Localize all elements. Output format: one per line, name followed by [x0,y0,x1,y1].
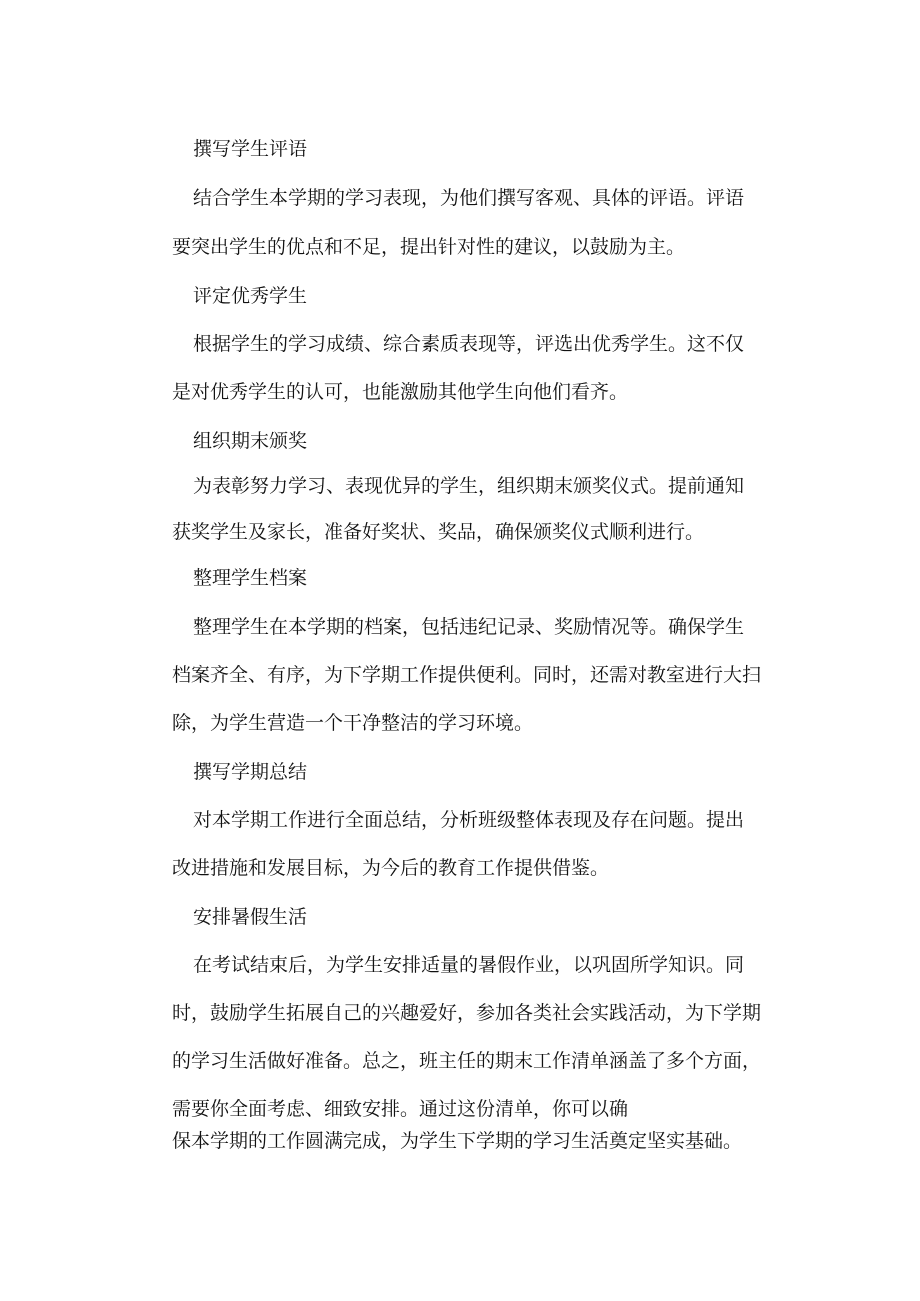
paragraph-line: 档案齐全、有序，为下学期工作提供便利。同时，还需对教室进行大扫 [172,664,762,686]
section-heading: 评定优秀学生 [193,285,308,307]
section-heading: 安排暑假生活 [193,906,308,928]
paragraph-line: 保本学期的工作圆满完成，为学生下学期的学习生活奠定坚实基础。 [172,1130,743,1152]
paragraph-line: 除，为学生营造一个干净整洁的学习环境。 [172,712,534,734]
paragraph-line: 根据学生的学习成绩、综合素质表现等，评选出优秀学生。这不仅 [193,333,745,355]
paragraph-line: 对本学期工作进行全面总结，分析班级整体表现及存在问题。提出 [193,809,745,831]
paragraph-line: 结合学生本学期的学习表现，为他们撰写客观、具体的评语。评语 [193,187,745,209]
paragraph-line: 是对优秀学生的认可，也能激励其他学生向他们看齐。 [172,381,629,403]
section-heading: 撰写学生评语 [193,138,308,160]
paragraph-line: 需要你全面考虑、细致安排。通过这份清单，你可以确 [172,1098,629,1120]
paragraph-line: 为表彰努力学习、表现优异的学生，组织期末颁奖仪式。提前通知 [193,475,745,497]
paragraph-line: 时，鼓励学生拓展自己的兴趣爱好，参加各类社会实践活动，为下学期 [172,1002,762,1024]
section-heading: 撰写学期总结 [193,761,308,783]
paragraph-line: 的学习生活做好准备。总之，班主任的期末工作清单涵盖了多个方面， [172,1050,762,1072]
section-heading: 整理学生档案 [193,567,308,589]
paragraph-line: 整理学生在本学期的档案，包括违纪记录、奖励情况等。确保学生 [193,616,745,638]
paragraph-line: 要突出学生的优点和不足，提出针对性的建议，以鼓励为主。 [172,236,686,258]
paragraph-line: 获奖学生及家长，准备好奖状、奖品，确保颁奖仪式顺利进行。 [172,521,705,543]
paragraph-line: 改进措施和发展目标，为今后的教育工作提供借鉴。 [172,857,610,879]
paragraph-line: 在考试结束后，为学生安排适量的暑假作业，以巩固所学知识。同 [193,954,745,976]
section-heading: 组织期末颁奖 [193,430,308,452]
